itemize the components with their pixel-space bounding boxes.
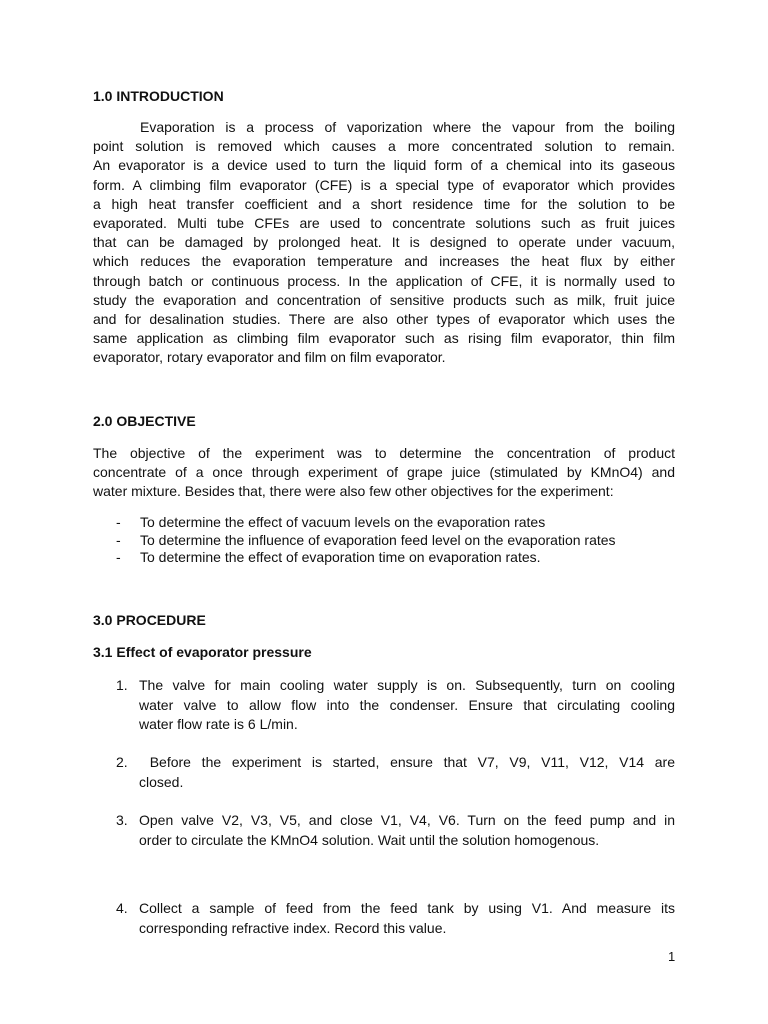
intro-line: point solution is removed which causes a more concentrated solution to remain. bbox=[93, 138, 675, 155]
step-line: The valve for main cooling water supply is on. Subsequently, turn on cooling bbox=[139, 677, 675, 693]
step-line: water flow rate is 6 L/min. bbox=[139, 716, 298, 732]
step-number: 2. bbox=[116, 754, 128, 770]
objective-line: The objective of the experiment was to determine the concentration of product bbox=[93, 445, 675, 461]
intro-line: Evaporation is a process of vaporization where the vapour from the boiling bbox=[140, 119, 675, 135]
step-text bbox=[139, 811, 675, 850]
list-item bbox=[116, 532, 616, 550]
intro-line: form. A climbing film evaporator (CFE) is a special type of evaporator which provides bbox=[93, 176, 675, 193]
intro-line: and for desalination studies. There are also other types of evaporator which uses the bbox=[93, 311, 675, 328]
intro-line: An evaporator is a device used to turn the liquid form of a chemical into its gaseous bbox=[93, 157, 675, 174]
intro-line: which reduces the evaporation temperature and increases the heat flux by either bbox=[93, 253, 675, 270]
step-line: water valve to allow flow into the condenser. Ensure that circulating cooling bbox=[139, 696, 675, 713]
bullet-text: To determine the influence of evaporation feed level on the evaporation rates bbox=[140, 531, 616, 548]
intro-line: through batch or continuous process. In the application of CFE, it is normally used to bbox=[93, 272, 675, 289]
step-number: 3. bbox=[116, 812, 128, 828]
step-line: corresponding refractive index. Record this value. bbox=[139, 919, 447, 936]
procedure-heading: 3.0 PROCEDURE bbox=[93, 612, 206, 628]
objective-line: water mixture. Besides that, there were also few other objectives for the experiment: bbox=[93, 483, 614, 500]
step-line: order to circulate the KMnO4 solution. Wait until the solution homogenous. bbox=[139, 831, 600, 848]
step-line: Open valve V2, V3, V5, and close V1, V4, V6. Turn on the feed pump and in bbox=[139, 812, 675, 828]
bullet-marker: - bbox=[116, 549, 121, 565]
list-item bbox=[116, 549, 616, 567]
bullet-text: To determine the effect of evaporation time on evaporation rates. bbox=[140, 549, 541, 565]
intro-line: that can be damaged by prolonged heat. It is designed to operate under vacuum, bbox=[93, 234, 675, 251]
bullet-marker: - bbox=[116, 531, 121, 548]
step-line: Collect a sample of feed from the feed tank by using V1. And measure its bbox=[139, 900, 675, 916]
intro-line: a high heat transfer coefficient and a short residence time for the solution to be bbox=[93, 195, 675, 212]
objective-heading: 2.0 OBJECTIVE bbox=[93, 413, 196, 429]
step-line: closed. bbox=[139, 773, 184, 790]
step-line: Before the experiment is started, ensure that V7, V9, V11, V12, V14 are bbox=[139, 754, 675, 770]
intro-line: evaporator, rotary evaporator and film on film evaporator. bbox=[93, 349, 446, 366]
page-number: 1 bbox=[668, 949, 676, 964]
step-number: 4. bbox=[116, 900, 128, 916]
objective-line: concentrate of a once through experiment of grape juice (stimulated by KMnO4) and bbox=[93, 464, 675, 481]
intro-line: study the evaporation and concentration of sensitive products such as milk, fruit juice bbox=[93, 291, 675, 308]
objective-bullet-list bbox=[116, 514, 616, 567]
intro-paragraph bbox=[93, 118, 675, 368]
step-text bbox=[139, 899, 675, 938]
step-text bbox=[139, 676, 675, 735]
step-text bbox=[139, 753, 675, 792]
intro-heading: 1.0 INTRODUCTION bbox=[93, 88, 224, 104]
bullet-marker: - bbox=[116, 514, 121, 530]
procedure-subheading: 3.1 Effect of evaporator pressure bbox=[93, 644, 312, 660]
intro-line: same application as climbing film evaporator such as rising film evaporator, thin film bbox=[93, 330, 675, 347]
intro-line: evaporated. Multi tube CFEs are used to concentrate solutions such as fruit juices bbox=[93, 215, 675, 232]
bullet-text: To determine the effect of vacuum levels on the evaporation rates bbox=[140, 514, 546, 530]
objective-paragraph bbox=[93, 444, 675, 502]
step-number: 1. bbox=[116, 677, 128, 693]
list-item bbox=[116, 514, 616, 532]
